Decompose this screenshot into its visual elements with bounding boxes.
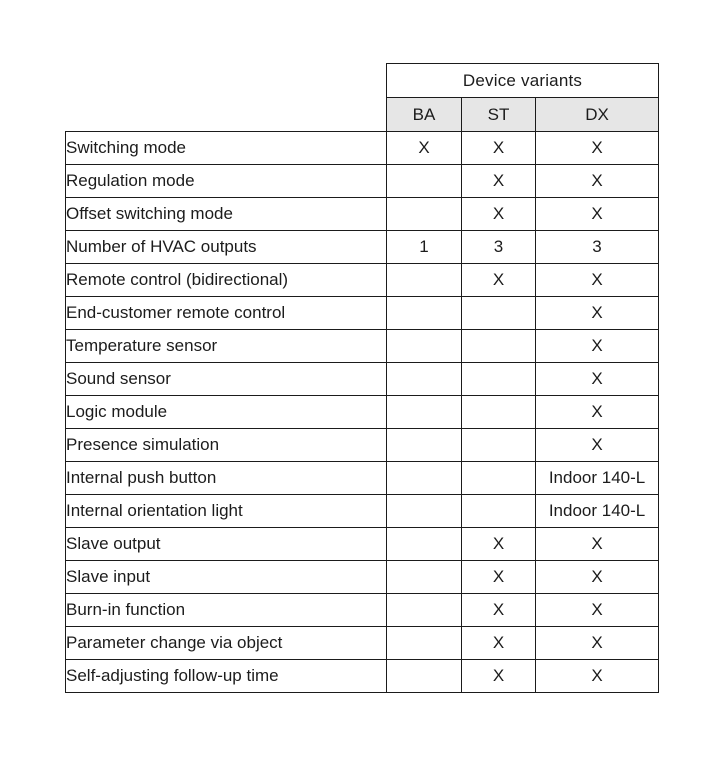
value-cell-st: X <box>462 132 536 165</box>
device-variants-table <box>65 63 659 693</box>
header-spacer <box>66 98 387 132</box>
value-cell-st: X <box>462 660 536 693</box>
value-cell-st: X <box>462 594 536 627</box>
table-row <box>66 363 659 396</box>
value-cell-ba <box>387 363 462 396</box>
table-row <box>66 330 659 363</box>
table-row <box>66 132 659 165</box>
table-row <box>66 561 659 594</box>
value-cell-st: X <box>462 165 536 198</box>
feature-cell: Self-adjusting follow-up time <box>66 660 387 693</box>
value-cell-dx: X <box>536 660 659 693</box>
value-cell-ba <box>387 429 462 462</box>
value-cell-dx: X <box>536 198 659 231</box>
value-cell-dx: X <box>536 132 659 165</box>
table-row <box>66 495 659 528</box>
value-cell-dx: X <box>536 330 659 363</box>
value-cell-st: X <box>462 198 536 231</box>
value-cell-ba <box>387 396 462 429</box>
column-header-ba: BA <box>387 98 462 132</box>
value-cell-dx: X <box>536 561 659 594</box>
table-header <box>66 64 659 132</box>
value-cell-dx: X <box>536 429 659 462</box>
table-row <box>66 528 659 561</box>
feature-cell: Remote control (bidirectional) <box>66 264 387 297</box>
value-cell-dx: X <box>536 627 659 660</box>
value-cell-st: 3 <box>462 231 536 264</box>
value-cell-ba <box>387 594 462 627</box>
feature-cell: End-customer remote control <box>66 297 387 330</box>
table-row <box>66 396 659 429</box>
feature-cell: Sound sensor <box>66 363 387 396</box>
feature-cell: Temperature sensor <box>66 330 387 363</box>
table-row <box>66 429 659 462</box>
table-row <box>66 198 659 231</box>
value-cell-st <box>462 462 536 495</box>
value-cell-ba <box>387 330 462 363</box>
value-cell-dx: X <box>536 165 659 198</box>
value-cell-st <box>462 495 536 528</box>
value-cell-ba <box>387 660 462 693</box>
value-cell-st <box>462 297 536 330</box>
header-spacer <box>66 64 387 98</box>
value-cell-st <box>462 330 536 363</box>
value-cell-st <box>462 429 536 462</box>
value-cell-st: X <box>462 561 536 594</box>
value-cell-st: X <box>462 528 536 561</box>
value-cell-dx: Indoor 140-L <box>536 495 659 528</box>
column-header-st: ST <box>462 98 536 132</box>
table-row <box>66 231 659 264</box>
value-cell-ba <box>387 495 462 528</box>
value-cell-ba <box>387 627 462 660</box>
value-cell-ba: 1 <box>387 231 462 264</box>
table-body <box>66 132 659 693</box>
table-row <box>66 297 659 330</box>
value-cell-ba <box>387 165 462 198</box>
value-cell-st: X <box>462 264 536 297</box>
value-cell-ba <box>387 561 462 594</box>
table-row <box>66 165 659 198</box>
value-cell-ba <box>387 528 462 561</box>
value-cell-st <box>462 396 536 429</box>
feature-cell: Parameter change via object <box>66 627 387 660</box>
value-cell-ba <box>387 462 462 495</box>
feature-cell: Switching mode <box>66 132 387 165</box>
group-header-row <box>66 64 659 98</box>
value-cell-dx: X <box>536 396 659 429</box>
feature-cell: Logic module <box>66 396 387 429</box>
value-cell-st <box>462 363 536 396</box>
table-row <box>66 627 659 660</box>
table-row <box>66 462 659 495</box>
value-cell-ba <box>387 297 462 330</box>
value-cell-dx: 3 <box>536 231 659 264</box>
value-cell-dx: X <box>536 528 659 561</box>
value-cell-dx: X <box>536 264 659 297</box>
feature-cell: Internal orientation light <box>66 495 387 528</box>
column-header-dx: DX <box>536 98 659 132</box>
value-cell-dx: X <box>536 594 659 627</box>
feature-cell: Internal push button <box>66 462 387 495</box>
table-row <box>66 660 659 693</box>
value-cell-dx: X <box>536 363 659 396</box>
group-header-label: Device variants <box>387 64 659 98</box>
value-cell-ba <box>387 264 462 297</box>
table-row <box>66 594 659 627</box>
table-row <box>66 264 659 297</box>
value-cell-ba <box>387 198 462 231</box>
value-cell-st: X <box>462 627 536 660</box>
value-cell-dx: Indoor 140-L <box>536 462 659 495</box>
value-cell-ba: X <box>387 132 462 165</box>
value-cell-dx: X <box>536 297 659 330</box>
feature-cell: Presence simulation <box>66 429 387 462</box>
feature-cell: Slave input <box>66 561 387 594</box>
feature-cell: Number of HVAC outputs <box>66 231 387 264</box>
column-header-row <box>66 98 659 132</box>
feature-cell: Regulation mode <box>66 165 387 198</box>
feature-cell: Offset switching mode <box>66 198 387 231</box>
feature-cell: Burn-in function <box>66 594 387 627</box>
feature-cell: Slave output <box>66 528 387 561</box>
